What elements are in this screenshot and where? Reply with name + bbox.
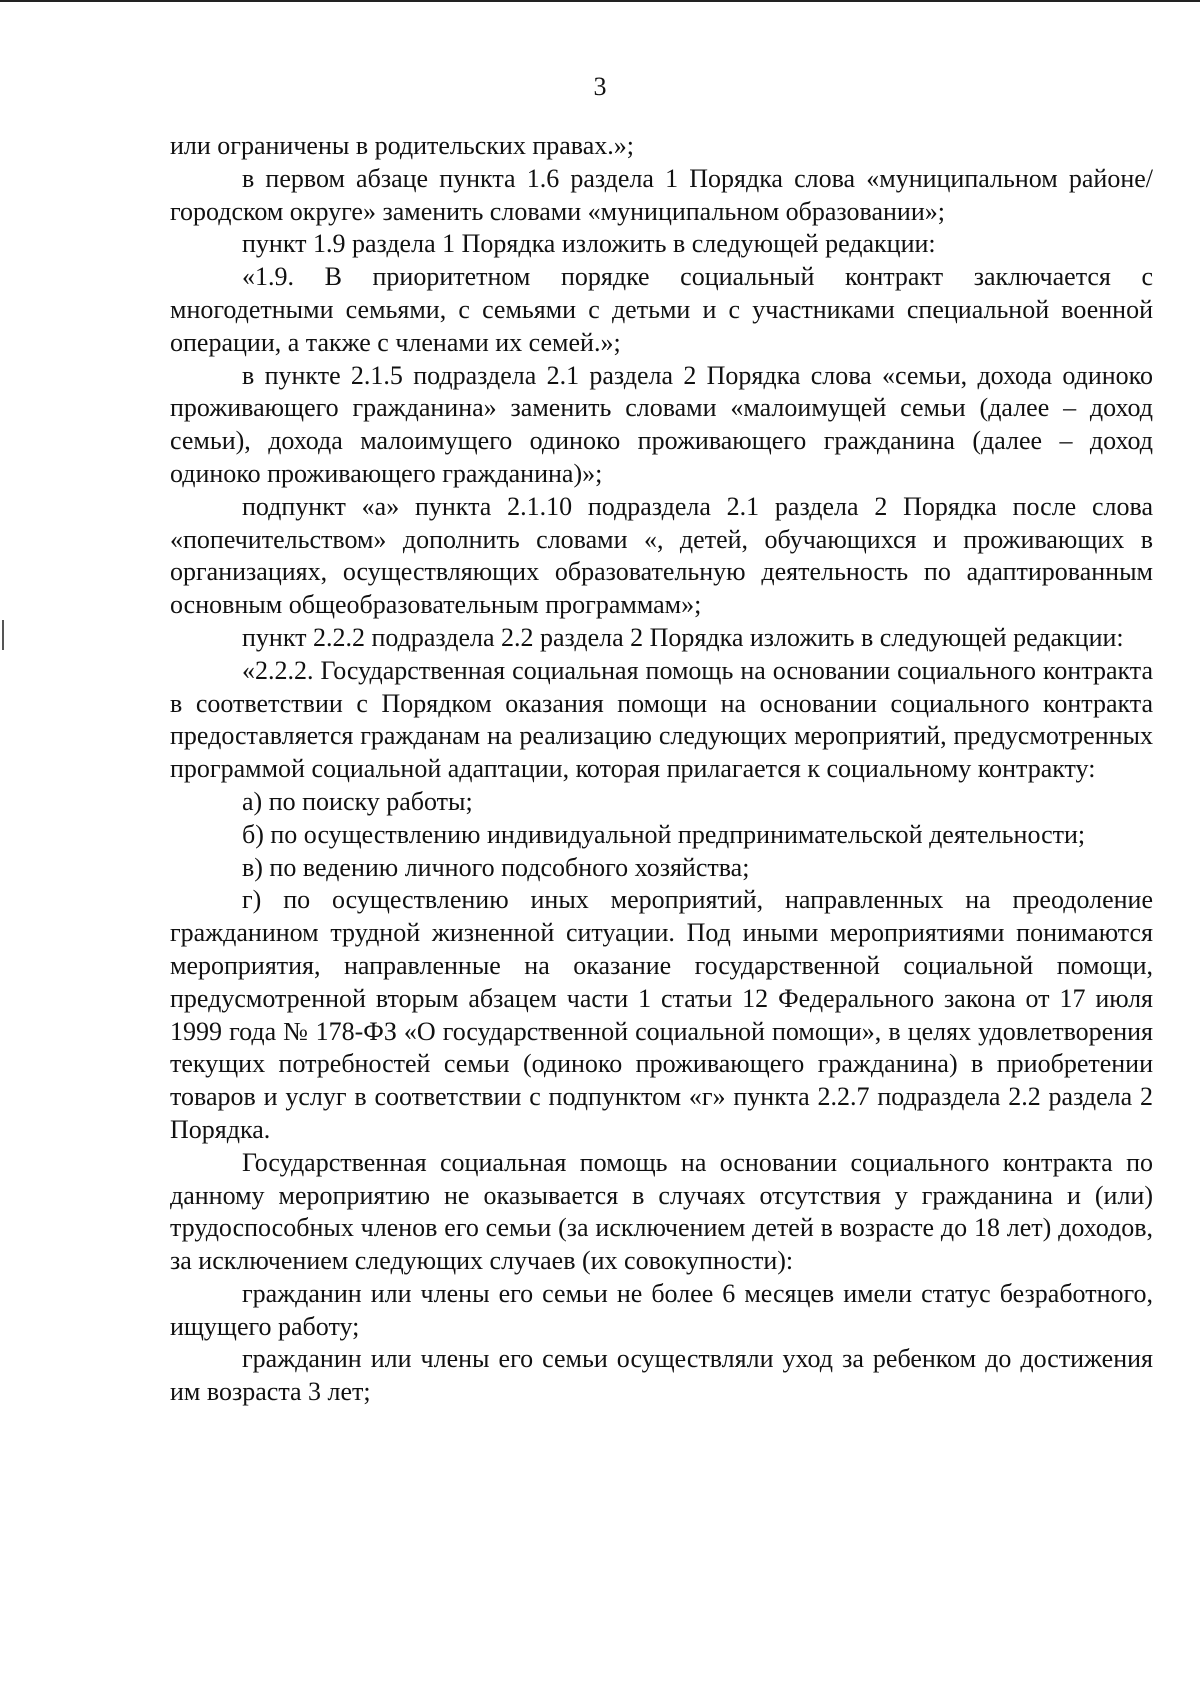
paragraph-case-unemployed: гражданин или члены его семьи не более 6 месяцев имели статус безработного, ищущего работу; <box>170 1278 1153 1341</box>
document-body <box>170 130 1153 1409</box>
paragraph-case-childcare: гражданин или члены его семьи осуществляли уход за ребенком до достижения им возраста 3 лет; <box>170 1344 1153 1407</box>
paragraph-continuation: или ограничены в родительских правах.»; <box>170 131 634 160</box>
paragraph-exceptions: Государственная социальная помощь на основании социального контракта по данному мероприятию не оказывается в случаях отсутствия у гражданина и (или) трудоспособных членов его семьи (за исключением детей в возрасте до 18 лет) доходов, за исключением следующих случаев (их совокупности): <box>170 1147 1153 1276</box>
paragraph-clause-1-9: «1.9. В приоритетном порядке социальный контракт заключается с многодетными семьями, с семьями с детьми и с участниками специальной военной операции, а также с членами их семей.»; <box>170 262 1153 357</box>
paragraph-amendment-2-1-10: подпункт «а» пункта 2.1.10 подраздела 2.1 раздела 2 Порядка после слова «попечительством» дополнить словами «, детей, обучающихся и проживающих в организациях, осуществляющих образовательную деятельность по адаптированным основным общеобразовательным программам»; <box>170 491 1153 620</box>
list-item-a: а) по поиску работы; <box>242 786 473 816</box>
paragraph-amendment-1-6: в первом абзаце пункта 1.6 раздела 1 Порядка слова «муниципальном районе/городском округе» заменить словами «муниципальном образовании»; <box>170 163 1153 226</box>
paragraph-amendment-2-1-5: в пункте 2.1.5 подраздела 2.1 раздела 2 Порядка слова «семьи, дохода одиноко проживающего гражданина» заменить словами «малоимущей семьи (далее – доход семьи), дохода малоимущего одиноко проживающего гражданина (далее – доход одиноко проживающего гражданина)»; <box>170 360 1153 488</box>
list-item-v: в) по ведению личного подсобного хозяйства; <box>242 852 750 882</box>
paragraph-amendment-2-2-2-intro: пункт 2.2.2 подраздела 2.2 раздела 2 Порядка изложить в следующей редакции: <box>242 622 1124 652</box>
page-number: 3 <box>593 72 607 101</box>
paragraph-clause-2-2-2: «2.2.2. Государственная социальная помощь на основании социального контракта в соответствии с Порядком оказания помощи на основании социального контракта предоставляется гражданам на реализацию следующих мероприятий, предусмотренных программой социальной адаптации, которая прилагается к социальному контракту: <box>170 655 1153 784</box>
paragraph-amendment-1-9-intro: пункт 1.9 раздела 1 Порядка изложить в следующей редакции: <box>242 229 936 259</box>
list-item-g: г) по осуществлению иных мероприятий, направленных на преодоление гражданином трудной жизненной ситуации. Под иными мероприятиями понимаются мероприятия, направленные на оказание государственной социальной помощи, предусмотренной вторым абзацем части 1 статьи 12 Федерального закона от 17 июля 1999 года № 178-ФЗ «О государственной социальной помощи», в целях удовлетворения текущих потребностей семьи (одиноко проживающего гражданина) в приобретении товаров и услуг в соответствии с подпунктом «г» пункта 2.2.7 подраздела 2.2 раздела 2 Порядка. <box>170 885 1153 1144</box>
scan-edge-mark <box>2 620 4 650</box>
top-edge-line <box>0 0 1200 2</box>
list-item-b: б) по осуществлению индивидуальной предпринимательской деятельности; <box>242 819 1086 849</box>
